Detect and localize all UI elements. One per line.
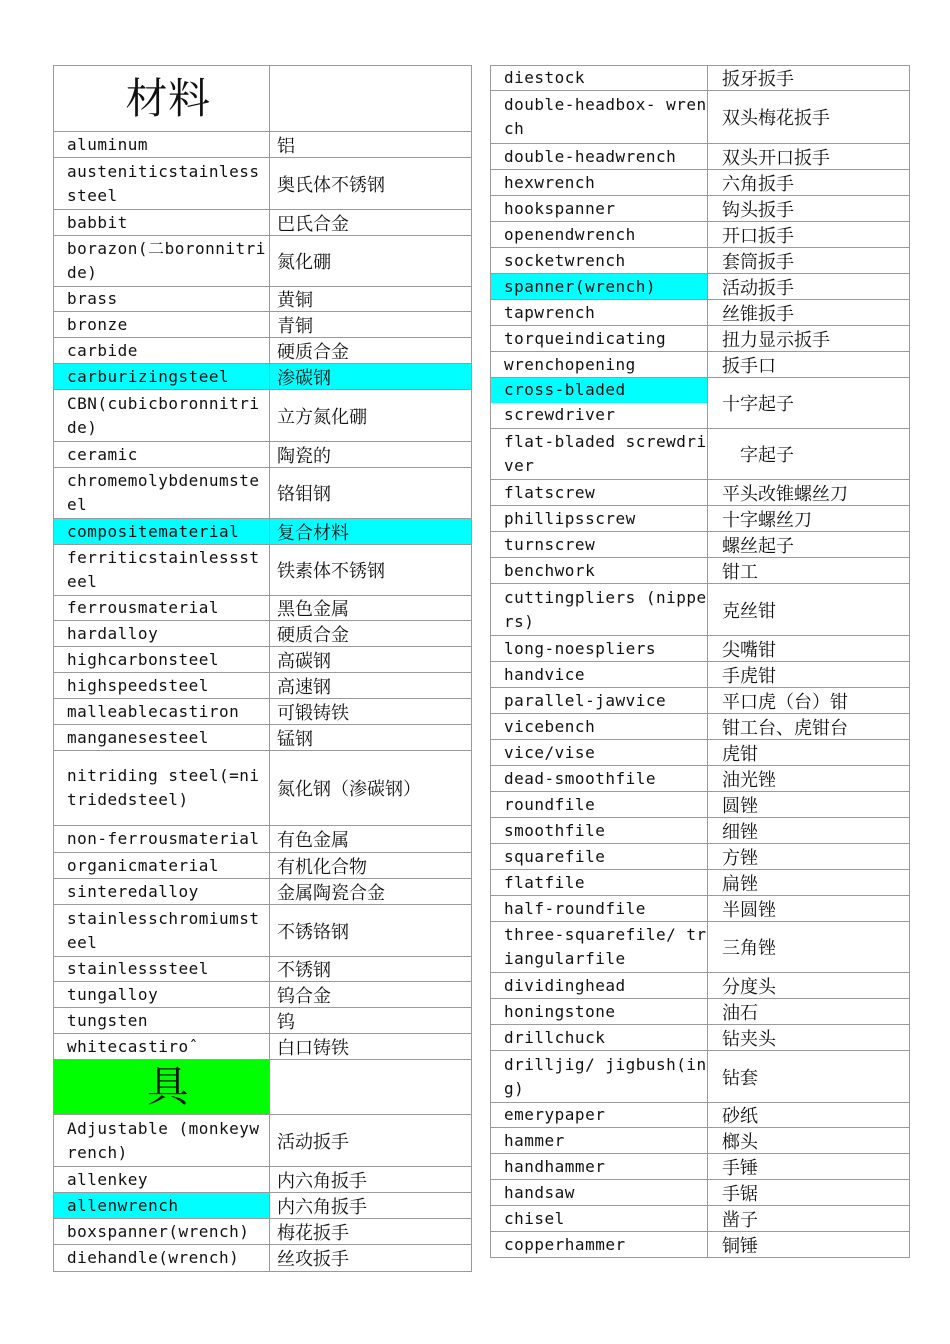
term-english: roundfile bbox=[491, 792, 708, 817]
table-row bbox=[490, 870, 910, 896]
term-chinese: 黑色金属 bbox=[277, 599, 349, 620]
table-row bbox=[53, 158, 472, 210]
term-chinese: 扳手口 bbox=[722, 355, 776, 377]
term-english: non-ferrousmaterial bbox=[54, 826, 270, 852]
header-empty-cell bbox=[270, 66, 471, 131]
term-english: spanner(wrench) bbox=[491, 274, 708, 299]
term-english: organicmaterial bbox=[54, 853, 270, 878]
table-row bbox=[490, 378, 910, 429]
term-english: copperhammer bbox=[491, 1232, 708, 1257]
term-chinese: 套筒扳手 bbox=[722, 251, 794, 273]
term-chinese: 十字螺丝刀 bbox=[722, 509, 812, 531]
table-row bbox=[53, 468, 472, 519]
table-row bbox=[490, 248, 910, 274]
term-chinese: 铁素体不锈钢 bbox=[277, 561, 385, 582]
term-english: double-headwrench bbox=[491, 144, 708, 169]
term-english: chromemolybdenumsteel bbox=[54, 468, 270, 518]
term-english bbox=[491, 378, 708, 428]
table-row bbox=[490, 1232, 910, 1258]
term-chinese: 丝攻扳手 bbox=[277, 1249, 349, 1270]
term-chinese: 复合材料 bbox=[270, 519, 471, 544]
table-row bbox=[53, 1167, 472, 1193]
table-row bbox=[53, 545, 472, 596]
table-row bbox=[490, 274, 910, 300]
term-english: ferriticstainlesssteel bbox=[54, 545, 270, 595]
term-chinese: 金属陶瓷合金 bbox=[277, 882, 385, 904]
term-english: long-noespliers bbox=[491, 636, 708, 661]
term-chinese: 榔头 bbox=[722, 1131, 758, 1153]
term-chinese: 立方氮化硼 bbox=[277, 406, 367, 428]
term-english: tungsten bbox=[54, 1008, 270, 1033]
term-english: brass bbox=[54, 287, 270, 311]
table-row bbox=[490, 300, 910, 326]
table-row bbox=[490, 1103, 910, 1128]
term-chinese: 铬钼钢 bbox=[277, 484, 331, 505]
term-english-line1: cross-bladed bbox=[491, 378, 707, 403]
term-chinese: 平头改锥螺丝刀 bbox=[722, 483, 848, 505]
term-english: three-squarefile/ triangularfile bbox=[491, 922, 708, 972]
term-english: Adjustable (monkeywrench) bbox=[54, 1115, 270, 1166]
term-english: chisel bbox=[491, 1206, 708, 1231]
table-row bbox=[490, 584, 910, 636]
term-chinese: 内六角扳手 bbox=[277, 1170, 367, 1192]
table-row bbox=[490, 896, 910, 922]
term-english: smoothfile bbox=[491, 818, 708, 843]
term-chinese: 白口铸铁 bbox=[277, 1037, 349, 1059]
term-chinese: 钨合金 bbox=[277, 985, 331, 1007]
term-english: turnscrew bbox=[491, 532, 708, 557]
table-row bbox=[53, 853, 472, 879]
table-row bbox=[53, 957, 472, 982]
term-english: drilljig/ jigbush(ing) bbox=[491, 1051, 708, 1102]
term-english: carbide bbox=[54, 338, 270, 363]
term-chinese: 钨 bbox=[277, 1011, 295, 1033]
term-chinese: 钩头扳手 bbox=[722, 199, 794, 221]
term-english: malleablecastiron bbox=[54, 699, 270, 724]
term-chinese: 铝 bbox=[277, 135, 295, 157]
term-english: nitriding steel(=nitridedsteel) bbox=[54, 751, 270, 825]
term-english: honingstone bbox=[491, 999, 708, 1024]
term-chinese: 硬质合金 bbox=[277, 341, 349, 363]
term-english: drillchuck bbox=[491, 1025, 708, 1050]
term-chinese: 凿子 bbox=[722, 1209, 758, 1231]
table-row bbox=[490, 1128, 910, 1154]
table-row bbox=[490, 662, 910, 688]
term-english: double-headbox- wrench bbox=[491, 91, 708, 143]
table-row bbox=[53, 596, 472, 621]
term-english: flatfile bbox=[491, 870, 708, 895]
term-chinese: 锰钢 bbox=[277, 728, 313, 750]
table-row bbox=[53, 982, 472, 1008]
term-chinese: 不锈钢 bbox=[277, 960, 331, 981]
header-empty-cell bbox=[270, 1060, 471, 1114]
table-row bbox=[53, 236, 472, 287]
table-row bbox=[53, 621, 472, 647]
table-row bbox=[53, 1193, 472, 1219]
table-row bbox=[53, 210, 472, 236]
table-row bbox=[490, 1051, 910, 1103]
table-row bbox=[490, 532, 910, 558]
term-chinese: 砂纸 bbox=[722, 1106, 758, 1127]
term-chinese: 氮化钢（渗碳钢） bbox=[277, 779, 421, 800]
term-chinese: 活动扳手 bbox=[722, 277, 794, 299]
term-chinese: 尖嘴钳 bbox=[722, 639, 776, 661]
term-chinese: 不锈铬钢 bbox=[277, 921, 349, 943]
table-row bbox=[53, 1008, 472, 1034]
table-row bbox=[490, 740, 910, 766]
table-row bbox=[490, 558, 910, 584]
table-row bbox=[53, 338, 472, 364]
term-chinese: 有色金属 bbox=[277, 830, 349, 851]
term-english: allenwrench bbox=[54, 1193, 270, 1218]
term-english: flatscrew bbox=[491, 480, 708, 505]
table-row bbox=[490, 326, 910, 352]
term-chinese: 有机化合物 bbox=[277, 856, 367, 878]
term-english: cuttingpliers (nippers) bbox=[491, 584, 708, 635]
term-english: hexwrench bbox=[491, 170, 708, 195]
term-chinese: 平口虎（台）钳 bbox=[722, 691, 848, 713]
section-header-tools: 具 bbox=[54, 1060, 270, 1114]
term-chinese: 氮化硼 bbox=[277, 252, 331, 273]
term-english: flat-bladed screwdriver bbox=[491, 429, 708, 479]
term-english: allenkey bbox=[54, 1167, 270, 1192]
table-row bbox=[53, 826, 472, 853]
table-row bbox=[53, 65, 472, 132]
term-english: parallel-jawvice bbox=[491, 688, 708, 713]
term-english: sinteredalloy bbox=[54, 879, 270, 904]
term-chinese: 字起子 bbox=[740, 445, 794, 466]
term-english: babbit bbox=[54, 210, 270, 235]
term-chinese: 双头梅花扳手 bbox=[722, 108, 830, 129]
term-english: hardalloy bbox=[54, 621, 270, 646]
term-chinese: 三角锉 bbox=[722, 938, 776, 959]
table-row bbox=[490, 688, 910, 714]
term-chinese: 扳牙扳手 bbox=[722, 69, 794, 90]
table-row bbox=[53, 751, 472, 826]
table-row bbox=[490, 170, 910, 196]
term-english: diestock bbox=[491, 66, 708, 90]
section-header-materials: 材料 bbox=[54, 66, 270, 131]
table-row bbox=[53, 673, 472, 699]
term-english: hammer bbox=[491, 1128, 708, 1153]
term-chinese: 陶瓷的 bbox=[277, 445, 331, 467]
term-english: dead-smoothfile bbox=[491, 766, 708, 791]
term-chinese: 圆锉 bbox=[722, 795, 758, 817]
table-row bbox=[53, 1245, 472, 1272]
term-chinese: 黄铜 bbox=[277, 290, 313, 311]
term-chinese: 方锉 bbox=[722, 847, 758, 869]
table-row bbox=[53, 132, 472, 158]
term-chinese: 丝锥扳手 bbox=[722, 303, 794, 325]
table-row bbox=[490, 144, 910, 170]
term-english: wrenchopening bbox=[491, 352, 708, 377]
term-chinese: 奥氏体不锈钢 bbox=[277, 174, 385, 196]
term-english: torqueindicating bbox=[491, 326, 708, 351]
table-row bbox=[53, 699, 472, 725]
term-english: benchwork bbox=[491, 558, 708, 583]
table-row bbox=[53, 1115, 472, 1167]
term-english-line2: screwdriver bbox=[504, 405, 616, 424]
term-chinese: 螺丝起子 bbox=[722, 535, 794, 557]
table-row bbox=[490, 973, 910, 999]
table-row bbox=[490, 196, 910, 222]
table-row bbox=[490, 818, 910, 844]
table-row bbox=[490, 1206, 910, 1232]
term-chinese: 克丝钳 bbox=[722, 600, 776, 622]
term-english: highspeedsteel bbox=[54, 673, 270, 698]
term-english: socketwrench bbox=[491, 248, 708, 273]
term-english: aluminum bbox=[54, 132, 270, 157]
table-row bbox=[490, 766, 910, 792]
term-english: tapwrench bbox=[491, 300, 708, 325]
table-row bbox=[490, 1154, 910, 1180]
term-chinese: 虎钳 bbox=[722, 743, 758, 765]
table-row bbox=[53, 390, 472, 442]
term-english: manganesesteel bbox=[54, 725, 270, 750]
term-chinese: 半圆锉 bbox=[722, 899, 776, 921]
term-chinese: 扭力显示扳手 bbox=[722, 329, 830, 351]
term-english: emerypaper bbox=[491, 1103, 708, 1127]
term-english: stainlesssteel bbox=[54, 957, 270, 981]
table-row bbox=[490, 429, 910, 480]
term-chinese: 可锻铸铁 bbox=[277, 702, 349, 724]
table-row bbox=[490, 714, 910, 740]
table-row bbox=[53, 442, 472, 468]
table-row bbox=[53, 364, 472, 390]
term-chinese: 渗碳钢 bbox=[270, 364, 471, 389]
term-english: ceramic bbox=[54, 442, 270, 467]
term-english: carburizingsteel bbox=[54, 364, 270, 389]
table-row bbox=[53, 1034, 472, 1060]
term-english: vice/vise bbox=[491, 740, 708, 765]
term-english: bronze bbox=[54, 312, 270, 337]
term-english: vicebench bbox=[491, 714, 708, 739]
table-row bbox=[490, 844, 910, 870]
term-english: squarefile bbox=[491, 844, 708, 869]
table-row bbox=[53, 1060, 472, 1115]
term-english: austeniticstainlesssteel bbox=[54, 158, 270, 209]
term-english: openendwrench bbox=[491, 222, 708, 247]
table-row bbox=[53, 312, 472, 338]
table-row bbox=[490, 792, 910, 818]
table-row bbox=[490, 480, 910, 506]
term-english: compositematerial bbox=[54, 519, 270, 544]
term-chinese: 细锉 bbox=[722, 821, 758, 843]
term-chinese: 手锤 bbox=[722, 1157, 758, 1179]
table-row bbox=[490, 922, 910, 973]
term-chinese: 硬质合金 bbox=[277, 624, 349, 646]
term-english: dividinghead bbox=[491, 973, 708, 998]
term-chinese: 油光锉 bbox=[722, 769, 776, 791]
table-row bbox=[53, 879, 472, 905]
term-chinese: 油石 bbox=[722, 1002, 758, 1024]
term-english: stainlesschromiumsteel bbox=[54, 905, 270, 956]
table-row bbox=[53, 519, 472, 545]
term-chinese: 活动扳手 bbox=[277, 1131, 349, 1153]
term-chinese: 十字起子 bbox=[722, 394, 794, 415]
term-english: handhammer bbox=[491, 1154, 708, 1179]
term-chinese: 梅花扳手 bbox=[277, 1222, 349, 1244]
table-row bbox=[490, 506, 910, 532]
term-english: whitecastiroˆ bbox=[54, 1034, 270, 1059]
term-english: ferrousmaterial bbox=[54, 596, 270, 620]
term-chinese: 钳工台、虎钳台 bbox=[722, 717, 848, 739]
table-row bbox=[490, 999, 910, 1025]
term-chinese: 钳工 bbox=[722, 561, 758, 583]
term-english: hookspanner bbox=[491, 196, 708, 221]
table-row bbox=[53, 905, 472, 957]
term-chinese: 六角扳手 bbox=[722, 173, 794, 195]
term-english: borazon(二boronnitride) bbox=[54, 236, 270, 286]
term-chinese: 钻夹头 bbox=[722, 1028, 776, 1050]
table-row bbox=[53, 725, 472, 751]
table-row bbox=[53, 647, 472, 673]
term-chinese: 双头开口扳手 bbox=[722, 147, 830, 169]
term-english: highcarbonsteel bbox=[54, 647, 270, 672]
table-row bbox=[490, 636, 910, 662]
term-chinese: 开口扳手 bbox=[722, 225, 794, 247]
term-english: diehandle(wrench) bbox=[54, 1245, 270, 1271]
table-row bbox=[490, 1025, 910, 1051]
term-chinese: 手虎钳 bbox=[722, 665, 776, 687]
table-row bbox=[490, 222, 910, 248]
term-chinese: 手锯 bbox=[722, 1183, 758, 1205]
table-row bbox=[490, 91, 910, 144]
table-row bbox=[490, 1180, 910, 1206]
table-row bbox=[53, 1219, 472, 1245]
term-chinese: 高碳钢 bbox=[277, 650, 331, 672]
term-english: half-roundfile bbox=[491, 896, 708, 921]
term-english: boxspanner(wrench) bbox=[54, 1219, 270, 1244]
table-row bbox=[490, 65, 910, 91]
term-chinese: 高速钢 bbox=[277, 676, 331, 698]
term-chinese: 内六角扳手 bbox=[277, 1196, 367, 1218]
table-row bbox=[490, 352, 910, 378]
term-chinese: 分度头 bbox=[722, 976, 776, 998]
table-row bbox=[53, 287, 472, 312]
term-english: tungalloy bbox=[54, 982, 270, 1007]
term-english: CBN(cubicboronnitride) bbox=[54, 390, 270, 441]
term-chinese: 青铜 bbox=[277, 315, 313, 337]
term-chinese: 铜锤 bbox=[722, 1235, 758, 1257]
term-english: handsaw bbox=[491, 1180, 708, 1205]
term-english: handvice bbox=[491, 662, 708, 687]
term-chinese: 钻套 bbox=[722, 1067, 758, 1089]
term-chinese: 扁锉 bbox=[722, 873, 758, 895]
term-english: phillipsscrew bbox=[491, 506, 708, 531]
term-chinese: 巴氏合金 bbox=[277, 213, 349, 235]
